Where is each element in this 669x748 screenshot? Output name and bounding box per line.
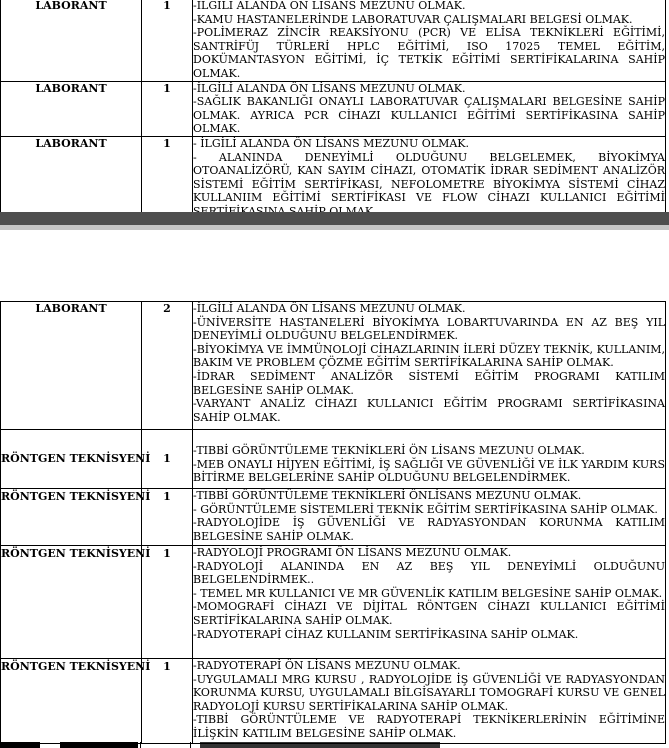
requirements-cell [193, 430, 666, 489]
requirement-line: -SAĞLIK BAKANLIĞI ONAYLI LABORATUVAR ÇALIŞMALARI BELGESİNE SAHİP OLMAK. AYRICA PCR CİHAZI KULLANICI EĞİTİMİ SERTİFİKASINA SAHİP OLMAK. [193, 95, 665, 136]
table-row [1, 659, 666, 744]
count-cell: 1 [142, 489, 193, 546]
requirement-line: -İLGİLİ ALANDA ÖN LİSANS MEZUNU OLMAK. [193, 302, 466, 315]
requirement-line: -TIBBİ GÖRÜNTÜLEME TEKNİKLERİ ÖN LİSANS MEZUNU OLMAK. [193, 444, 585, 457]
requirement-line: -İDRAR SEDİMENT ANALİZÖR SİSTEMİ EĞİTİM PROGRAMI KATILIM BELGESİNE SAHİP OLMAK. [193, 369, 665, 397]
requirement-line: -MEB ONAYLI HİJYEN EĞİTİMİ, İŞ SAĞLIĞI VE GÜVENLİĞİ VE İLK YARDIM KURS BİTİRME BELGELERİNE SAHİP OLDUĞUNU BELGELENDİRMEK. [193, 457, 665, 485]
requirement-line: -UYGULAMALI MRG KURSU , RADYOLOJİDE İŞ GÜVENLİĞİ VE RADYASYONDAN KORUNMA KURSU, UYGULAMALI BİLGİSAYARLI TOMOGRAFİ KURSU VE GENEL RADYOLOJİ KURSU SERTİFİKALARINA SAHİP OLMAK. [193, 672, 665, 713]
position-cell: RÖNTGEN TEKNİSYENİ [1, 546, 142, 659]
count-cell: 1 [142, 136, 193, 224]
requirements-cell [193, 0, 666, 81]
requirement-line: -BİYOKİMYA VE İMMÜNOLOJİ CİHAZLARININ İLERİ DÜZEY TEKNİK, KULLANIM, BAKIM VE PROBLEM ÇÖZME EĞİTİM SERTİFİKALARINA SAHİP OLMAK. [193, 342, 665, 370]
position-cell: LABORANT [1, 0, 142, 81]
requirements-cell [193, 489, 666, 546]
requirement-line: -RADYOTERAPİ CİHAZ KULLANIM SERTİFİKASINA SAHİP OLMAK. [193, 627, 579, 641]
count-cell: 1 [142, 659, 193, 744]
requirement-line: -RADYOLOJİDE İŞ GÜVENLİĞİ VE RADYASYONDAN KORUNMA KATILIM BELGESİNE SAHİP OLMAK. [193, 516, 665, 543]
position-cell: LABORANT [1, 136, 142, 224]
position-cell: LABORANT [1, 302, 142, 430]
position-cell: RÖNTGEN TEKNİSYENİ [1, 659, 142, 744]
requirement-line: -İLGİLİ ALANDA ÖN LİSANS MEZUNU OLMAK. [193, 81, 466, 95]
requirement-line: -POLİMERAZ ZİNCİR REAKSİYONU (PCR) VE ELİSA TEKNİKLERİ EĞİTİMİ, SANTRİFÜJ TÜRLERİ HPLC EĞİTİMİ, ISO 17025 TEMEL EĞİTİM, DOKÜMANTASYON EĞİTİMİ, İÇ TETKİK EĞİTİMİ SERTİFİKALARINA SAHİP OLMAK. [193, 26, 665, 80]
table-row [1, 489, 666, 546]
page-break-divider [0, 212, 669, 225]
requirement-line: -RADYOLOJİ PROGRAMI ÖN LİSANS MEZUNU OLMAK. [193, 546, 512, 559]
requirement-line: -RADYOTERAPİ ÖN LİSANS MEZUNU OLMAK. [193, 659, 461, 672]
requirement-line: -RADYOLOJİ ALANINDA EN AZ BEŞ YIL DENEYİMLİ OLDUĞUNU BELGELENDİRMEK.. [193, 559, 665, 587]
page-gap [0, 230, 669, 300]
table-row [1, 0, 666, 81]
requirement-line: - İLGİLİ ALANDA ÖN LİSANS MEZUNU OLMAK. [193, 136, 469, 150]
requirement-line: -KAMU HASTANELERİNDE LABORATUVAR ÇALIŞMALARI BELGESİ OLMAK. [193, 12, 633, 26]
count-cell: 2 [142, 302, 193, 430]
count-cell: 1 [142, 0, 193, 81]
requirement-line: - ALANINDA DENEYİMLİ OLDUĞUNU BELGELEMEK, BİYOKİMYA OTOANALİZÖRÜ, KAN SAYIM CİHAZI, OTOMATİK İDRAR SEDİMENT ANALİZÖR SİSTEMİ EĞİTİM SERTİFİKASI, NEFOLOMETRE BİYOKİMYA SİSTEMİ CİHAZ KULLANIIM EĞİTİMİ SERTİFİKASI VE FLOW CİHAZI KULLANICI EĞİTİMİ [193, 150, 665, 205]
cropped-next-row [0, 742, 669, 748]
requirement-line: -VARYANT ANALİZ CİHAZI KULLANICI EĞİTİM PROGRAMI SERTİFİKASINA SAHİP OLMAK. [193, 397, 665, 424]
requirement-line: -TIBBİ GÖRÜNTÜLEME VE RADYOTERAPİ TEKNİKERLERİNİN EĞİTİMİNE İLİŞKİN KATILIM BELGESİNE SAHİP OLMAK. [193, 713, 665, 740]
requirements-cell [193, 659, 666, 744]
count-cell: 1 [142, 430, 193, 489]
requirement-line: -İLGİLİ ALANDA ÖN LİSANS MEZUNU OLMAK. [193, 0, 466, 12]
table-row [1, 302, 666, 430]
bottom-staff-table [0, 301, 666, 744]
table-row [1, 546, 666, 659]
position-cell: RÖNTGEN TEKNİSYENİ [1, 430, 142, 489]
count-cell: 1 [142, 546, 193, 659]
requirement-line: -MOMOGRAFİ CİHAZI VE DİJİTAL RÖNTGEN CİHAZI KULLANICI EĞİTİMİ SERTİFİKALARINA SAHİP OLMAK. [193, 600, 665, 627]
count-cell: 1 [142, 81, 193, 136]
position-cell: RÖNTGEN TEKNİSYENİ [1, 489, 142, 546]
requirements-cell [193, 302, 666, 430]
requirement-line: -TIBBİ GÖRÜNTÜLEME TEKNİKLERİ ÖNLİSANS MEZUNU OLMAK. [193, 489, 582, 502]
requirement-line: - TEMEL MR KULLANICI VE MR GÜVENLİK KATILIM BELGESİNE SAHİP OLMAK. [193, 586, 663, 600]
position-cell: LABORANT [1, 81, 142, 136]
requirements-cell [193, 81, 666, 136]
top-staff-table [0, 0, 666, 225]
requirement-line: -ÜNİVERSİTE HASTANELERİ BİYOKİMYA LOBARTUVARINDA EN AZ BEŞ YIL DENEYİMLİ OLDUĞUNU BELGELENDİRMEK. [193, 315, 665, 343]
requirements-cell [193, 546, 666, 659]
table-row [1, 81, 666, 136]
table-row [1, 430, 666, 489]
requirement-line: - GÖRÜNTÜLEME SİSTEMLERİ TEKNİK EĞİTİM SERTİFİKASINA SAHİP OLMAK. [193, 502, 658, 516]
